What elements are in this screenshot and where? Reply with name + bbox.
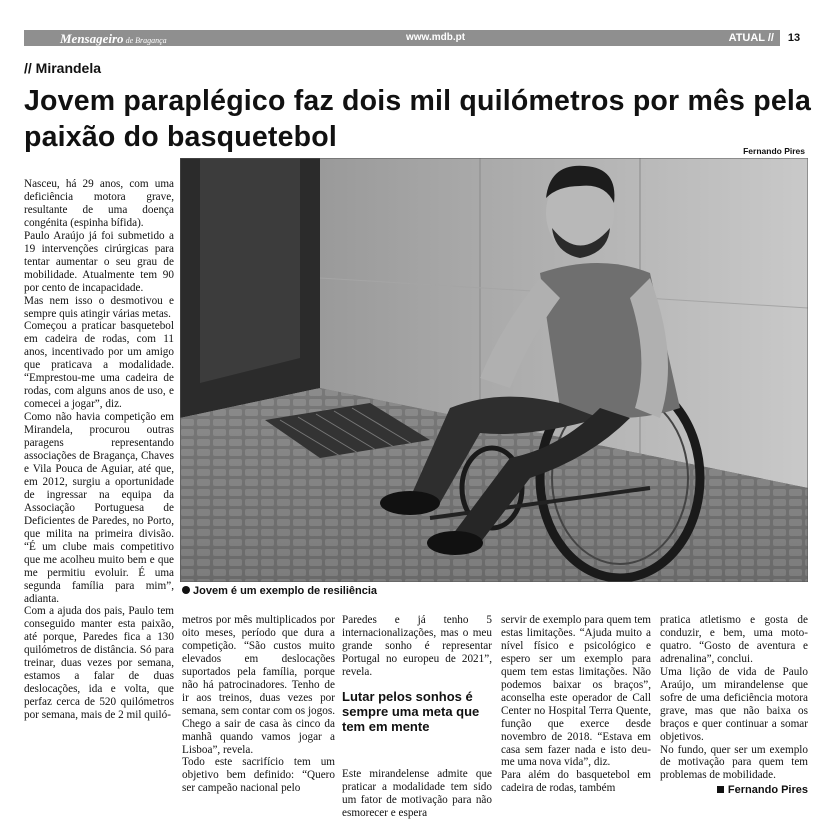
paragraph: Uma lição de vida de Paulo Araújo, um mirandelense que sofre de uma deficiência motora grave, mas que não baixa os braços e quer continuar a somar objetivos. — [660, 665, 808, 743]
article-photo — [180, 158, 808, 582]
paragraph: Nasceu, há 29 anos, com uma deficiência motora grave, resultante de uma doença congénita (espinha bífida). — [24, 178, 174, 229]
article-headline: Jovem paraplégico faz dois mil quilómetros por mês pela paixão do basquetebol — [24, 85, 812, 153]
author-signature: Fernando Pires — [660, 784, 808, 797]
paragraph: Como não havia competição em Mirandela, procurou outras paragens representando associações de Bragança, Chaves e Vila Pouca de Aguiar, até que, em 2012, surgiu a oportunidade de ingressar na equipa da Associação Portuguesa de Deficientes de Paredes, no Porto, que milita na primeira divisão. “É um clube mais competitivo que me acolheu muito bem e que me permitiu evoluir. É uma segunda família para mim”, adianta. — [24, 411, 174, 605]
photo-credit: Fernando Pires — [743, 146, 805, 156]
paragraph: Para além do basquetebol em cadeira de rodas, também — [501, 769, 651, 795]
article-column-1 — [24, 178, 174, 722]
paragraph: Este mirandelense admite que praticar a modalidade tem sido um fator de motivação para não esmorecer e espera — [342, 767, 492, 819]
paragraph: pratica atletismo e gosta de conduzir, e bem, uma moto-quatro. “Gosto de aventura e adrenalina”, conclui. — [660, 614, 808, 665]
paragraph: Mas nem isso o desmotivou e sempre quis atingir várias metas. — [24, 294, 174, 320]
article-column-3 — [342, 614, 492, 820]
paragraph: servir de exemplo para quem tem estas limitações. “Ajuda muito a nível físico e psicológico e espero ser um exemplo para quem tem estas limitações. Não podemos baixar os braços”, aconselha este operador de Call Center no Hospital Terra Quente, função que exerce desde novembro de 2018. “Estava em casa sem fazer nada e isto deu-me uma nova vida”, diz. — [501, 614, 651, 769]
caption-bullet-icon — [182, 586, 190, 594]
article-column-5 — [660, 614, 808, 797]
paragraph: metros por mês multiplicados por oito meses, período que dura a competição. “São custos muito elevados em deslocações suportados pela família, porque não há patrocinadores. Tenho de ir aos treinos, duas vezes por semana, sem contar com os jogos. Chego a sair de casa às cinco da manhã quando vamos jogar a Lisboa”, revela. — [182, 614, 335, 756]
page-header-bar — [24, 30, 808, 46]
paragraph: Todo este sacrifício tem um objetivo bem definido: “Quero ser campeão nacional pelo — [182, 756, 335, 795]
newspaper-logo[interactable]: Mensageiro de Bragança — [60, 31, 167, 46]
article-kicker: // Mirandela — [24, 60, 102, 76]
paragraph: Começou a praticar basquetebol em cadeira de rodas, com 11 anos, incentivado por um amigo que praticava a modalidade. “Emprestou-me uma cadeira de rodas, com alguns anos de uso, e comecei a jogar”, diz. — [24, 320, 174, 411]
article-column-2 — [182, 614, 335, 795]
website-url[interactable]: www.mdb.pt — [406, 32, 466, 43]
paragraph: No fundo, quer ser um exemplo de motivação para quem tem problemas de mobilidade. — [660, 743, 808, 782]
signature-mark-icon — [717, 786, 724, 793]
section-label: ATUAL // — [728, 32, 774, 44]
photo-caption: Jovem é um exemplo de resiliência — [182, 585, 377, 597]
paragraph: Paulo Araújo já foi submetido a 19 intervenções cirúrgicas para tentar aumentar o seu grau de mobilidade. Atualmente tem 90 por cento de incapacidade. — [24, 229, 174, 294]
article-column-4 — [501, 614, 651, 795]
page-number: 13 — [780, 30, 808, 46]
paragraph: Com a ajuda dos pais, Paulo tem conseguido manter esta paixão, até porque, Paredes fica a 130 quilómetros de distância. Só para treinar, duas vezes por semana, estamos a falar de duas deslocações, ida e volta, que perfaz cerca de 520 quilómetros por semana, mais de 2 mil quiló- — [24, 605, 174, 722]
article-subheading: Lutar pelos sonhos é sempre uma meta que tem em mente — [342, 688, 480, 734]
paragraph: Paredes e já tenho 5 internacionalizações, mas o meu grande sonho é representar Portugal no europeu de 2021”, revela. — [342, 614, 492, 678]
